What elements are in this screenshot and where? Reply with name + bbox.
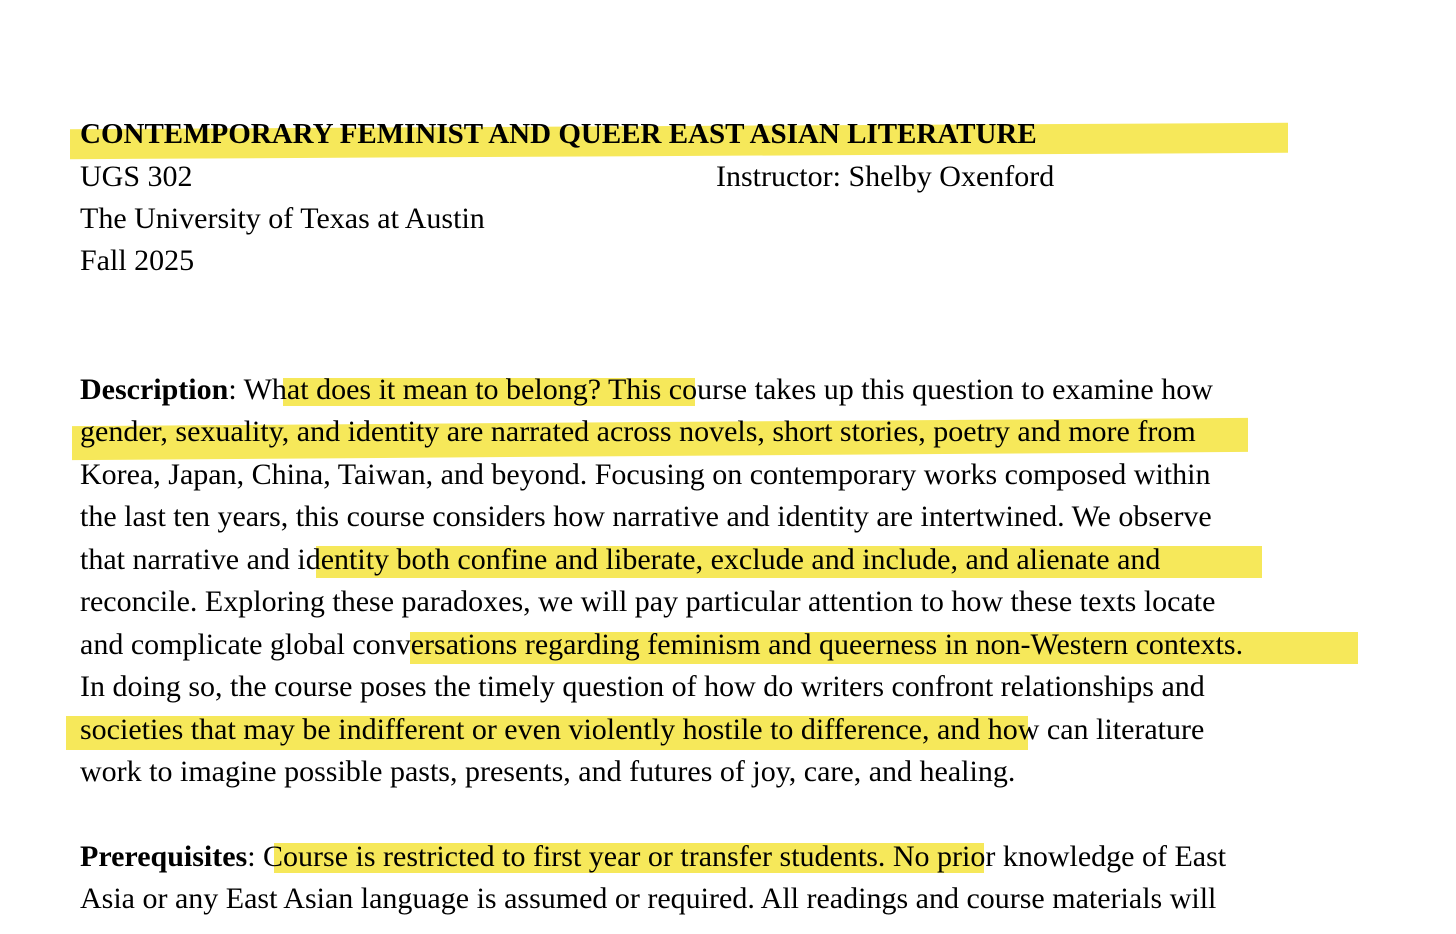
description-line-8: In doing so, the course poses the timely question of how do writers confront relationships and [80,670,1205,703]
prerequisites-line-2: Asia or any East Asian language is assumed or required. All readings and course materials will [80,882,1217,915]
description-line-6: reconcile. Exploring these paradoxes, we will pay particular attention to how these texts locate [80,585,1216,618]
course-title: CONTEMPORARY FEMINIST AND QUEER EAST ASIAN LITERATURE [80,118,1037,150]
description-line-1 [80,369,1213,411]
description-line-5: that narrative and identity both confine and liberate, exclude and include, and alienate and [80,543,1161,576]
course-code: UGS 302 [80,160,193,193]
term: Fall 2025 [80,244,195,277]
description-line-4: the last ten years, this course considers how narrative and identity are intertwined. We observe [80,500,1212,533]
description-text-1: : What does it mean to belong? This course takes up this question to examine how [228,373,1213,406]
description-line-3: Korea, Japan, China, Taiwan, and beyond. Focusing on contemporary works composed within [80,458,1211,491]
prerequisites-label: Prerequisites [80,840,248,873]
prerequisites-text-1: : Course is restricted to first year or transfer students. No prior knowledge of East [247,840,1227,873]
university-name: The University of Texas at Austin [80,202,485,235]
description-line-7: and complicate global conversations regarding feminism and queerness in non-Western contexts. [80,628,1244,661]
description-label: Description [80,373,229,406]
description-line-10: work to imagine possible pasts, presents, and futures of joy, care, and healing. [80,755,1016,788]
prerequisites-line-1 [80,836,1226,878]
description-line-2: gender, sexuality, and identity are narrated across novels, short stories, poetry and more from [80,415,1196,448]
description-line-9: societies that may be indifferent or even violently hostile to difference, and how can literature [80,713,1205,746]
instructor-name: Instructor: Shelby Oxenford [716,160,1055,193]
